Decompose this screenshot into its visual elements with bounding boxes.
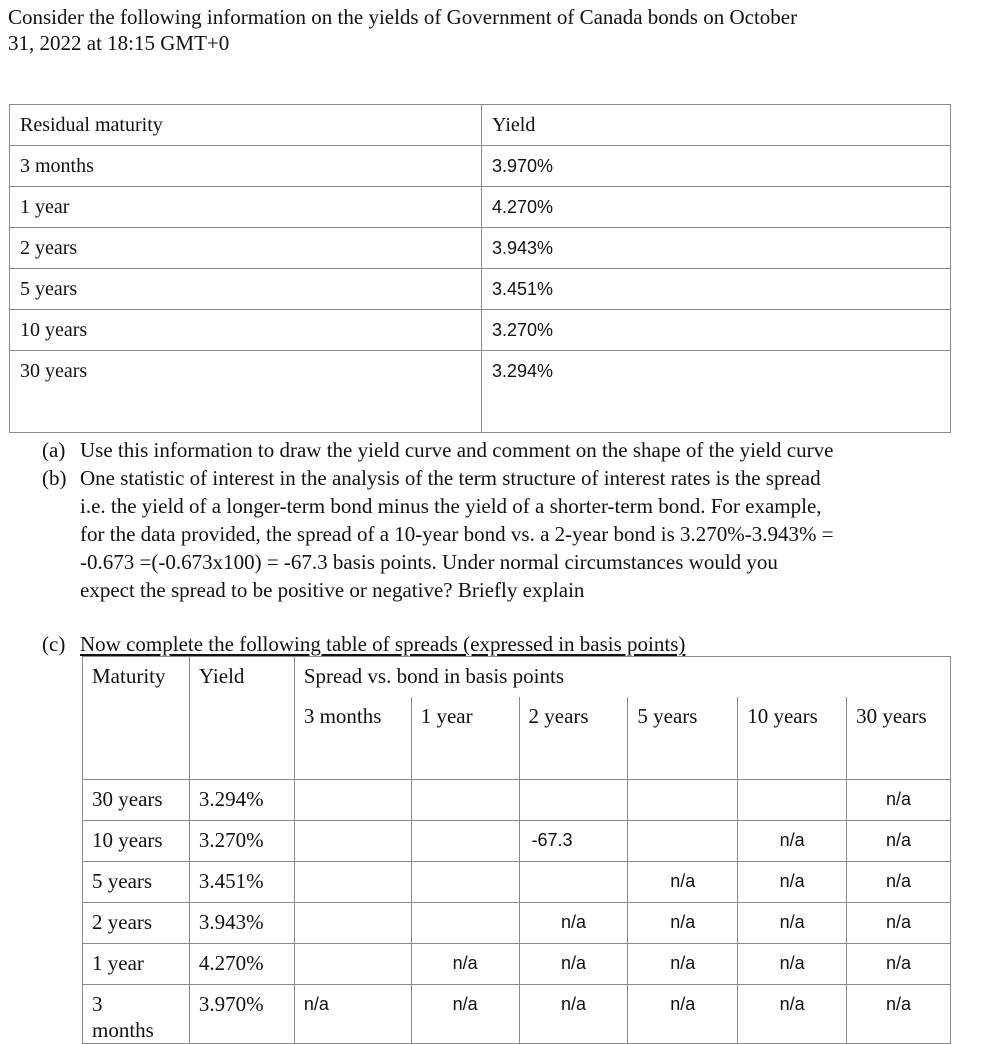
spread-col-5-years: 5 years	[628, 697, 738, 780]
spread-subheader-row	[83, 697, 951, 780]
question-b-line-5: expect the spread to be positive or negative? Briefly explain	[80, 578, 585, 602]
spread-cell[interactable]	[294, 821, 411, 862]
maturity-cell: 1 year	[83, 944, 190, 985]
maturity-cell: 10 years	[83, 821, 190, 862]
spread-cell: n/a	[628, 862, 738, 903]
spread-cell: n/a	[847, 985, 951, 1044]
maturity-cell: 2 years	[83, 903, 190, 944]
spread-cell[interactable]	[294, 780, 411, 821]
table-row	[10, 269, 951, 310]
spread-cell: n/a	[628, 944, 738, 985]
spread-col-2-years: 2 years	[519, 697, 628, 780]
yield-cell: 3.294%	[482, 351, 951, 433]
header-residual-maturity: Residual maturity	[10, 105, 482, 146]
spread-cell[interactable]	[628, 780, 738, 821]
maturity-cell: 2 years	[10, 228, 482, 269]
question-b-line-3: for the data provided, the spread of a 10-year bond vs. a 2-year bond is 3.270%-3.943% =	[80, 522, 834, 546]
yield-cell: 3.451%	[189, 862, 294, 903]
spread-cell[interactable]	[519, 862, 628, 903]
question-a-label: (a)	[42, 438, 66, 462]
spread-cell: -67.3	[519, 821, 628, 862]
header-spread: Spread vs. bond in basis points	[294, 657, 950, 697]
question-b-label: (b)	[42, 466, 67, 490]
intro-paragraph	[8, 4, 948, 56]
yield-cell: 3.943%	[482, 228, 951, 269]
spread-table	[82, 656, 951, 1044]
spread-cell: n/a	[628, 903, 738, 944]
maturity-cell: 10 years	[10, 310, 482, 351]
spread-cell: n/a	[847, 821, 951, 862]
table-header-row	[10, 105, 951, 146]
spread-cell[interactable]	[411, 821, 519, 862]
spread-cell[interactable]	[738, 780, 847, 821]
empty-cell	[189, 697, 294, 780]
table-row	[10, 146, 951, 187]
yield-cell: 3.270%	[482, 310, 951, 351]
question-c-label: (c)	[42, 632, 66, 656]
question-c	[42, 630, 685, 658]
question-list	[42, 436, 957, 604]
spread-cell[interactable]	[411, 862, 519, 903]
question-b-line-2: i.e. the yield of a longer-term bond minus the yield of a shorter-term bond. For example,	[80, 494, 822, 518]
yield-cell: 3.451%	[482, 269, 951, 310]
spread-cell: n/a	[519, 985, 628, 1044]
spread-cell: n/a	[847, 862, 951, 903]
maturity-cell: 30 years	[10, 351, 482, 433]
spread-col-3-months: 3 months	[294, 697, 411, 780]
yield-cell: 4.270%	[482, 187, 951, 228]
question-b-line-1: One statistic of interest in the analysis of the term structure of interest rates is the spread	[80, 466, 821, 490]
maturity-cell: 30 years	[83, 780, 190, 821]
spread-cell: n/a	[519, 903, 628, 944]
spread-cell: n/a	[738, 944, 847, 985]
maturity-cell: 5 years	[10, 269, 482, 310]
yield-cell: 4.270%	[189, 944, 294, 985]
spread-cell: n/a	[847, 944, 951, 985]
spread-cell[interactable]	[411, 780, 519, 821]
yield-cell: 3.943%	[189, 903, 294, 944]
yield-cell: 3.970%	[482, 146, 951, 187]
spread-cell: n/a	[738, 862, 847, 903]
table-row	[83, 821, 951, 862]
question-a	[42, 436, 957, 464]
table-row	[10, 310, 951, 351]
intro-line-1: Consider the following information on the yields of Government of Canada bonds on October	[8, 5, 798, 29]
yield-cell: 3.270%	[189, 821, 294, 862]
table-row	[83, 862, 951, 903]
intro-line-2: 31, 2022 at 18:15 GMT+0	[8, 31, 230, 55]
maturity-cell: 1 year	[10, 187, 482, 228]
spread-col-1-year: 1 year	[411, 697, 519, 780]
maturity-line-1: 3	[92, 992, 103, 1016]
question-a-text: Use this information to draw the yield curve and comment on the shape of the yield curve	[80, 438, 834, 462]
header-yield: Yield	[482, 105, 951, 146]
empty-cell	[83, 697, 190, 780]
yield-cell: 3.970%	[189, 985, 294, 1044]
spread-cell[interactable]	[519, 780, 628, 821]
maturity-cell	[83, 985, 190, 1044]
spread-col-10-years: 10 years	[738, 697, 847, 780]
table-row	[83, 780, 951, 821]
spread-cell: n/a	[847, 903, 951, 944]
spread-cell: n/a	[628, 985, 738, 1044]
table-row	[10, 228, 951, 269]
maturity-line-2: months	[92, 1018, 154, 1042]
spread-cell[interactable]	[411, 903, 519, 944]
question-c-text: Now complete the following table of spreads (expressed in basis points)	[80, 632, 686, 656]
spread-cell[interactable]	[294, 862, 411, 903]
spread-cell: n/a	[411, 985, 519, 1044]
spread-cell: n/a	[519, 944, 628, 985]
table-row	[83, 903, 951, 944]
spread-cell[interactable]	[294, 944, 411, 985]
spread-col-30-years: 30 years	[847, 697, 951, 780]
table-row	[83, 985, 951, 1044]
yield-cell: 3.294%	[189, 780, 294, 821]
table-row	[10, 187, 951, 228]
header-maturity: Maturity	[83, 657, 190, 697]
table-row	[10, 351, 951, 433]
spread-cell: n/a	[294, 985, 411, 1044]
table-row	[83, 944, 951, 985]
spread-cell[interactable]	[628, 821, 738, 862]
spread-cell: n/a	[738, 821, 847, 862]
spread-cell: n/a	[738, 903, 847, 944]
spread-cell: n/a	[847, 780, 951, 821]
yield-table	[9, 104, 951, 433]
spread-header-row	[83, 657, 951, 697]
spread-cell: n/a	[411, 944, 519, 985]
spread-cell: n/a	[738, 985, 847, 1044]
maturity-cell: 3 months	[10, 146, 482, 187]
question-b-line-4: -0.673 =(-0.673x100) = -67.3 basis points. Under normal circumstances would you	[80, 550, 778, 574]
question-b	[42, 464, 957, 604]
maturity-cell: 5 years	[83, 862, 190, 903]
header-yield: Yield	[189, 657, 294, 697]
spread-cell[interactable]	[294, 903, 411, 944]
